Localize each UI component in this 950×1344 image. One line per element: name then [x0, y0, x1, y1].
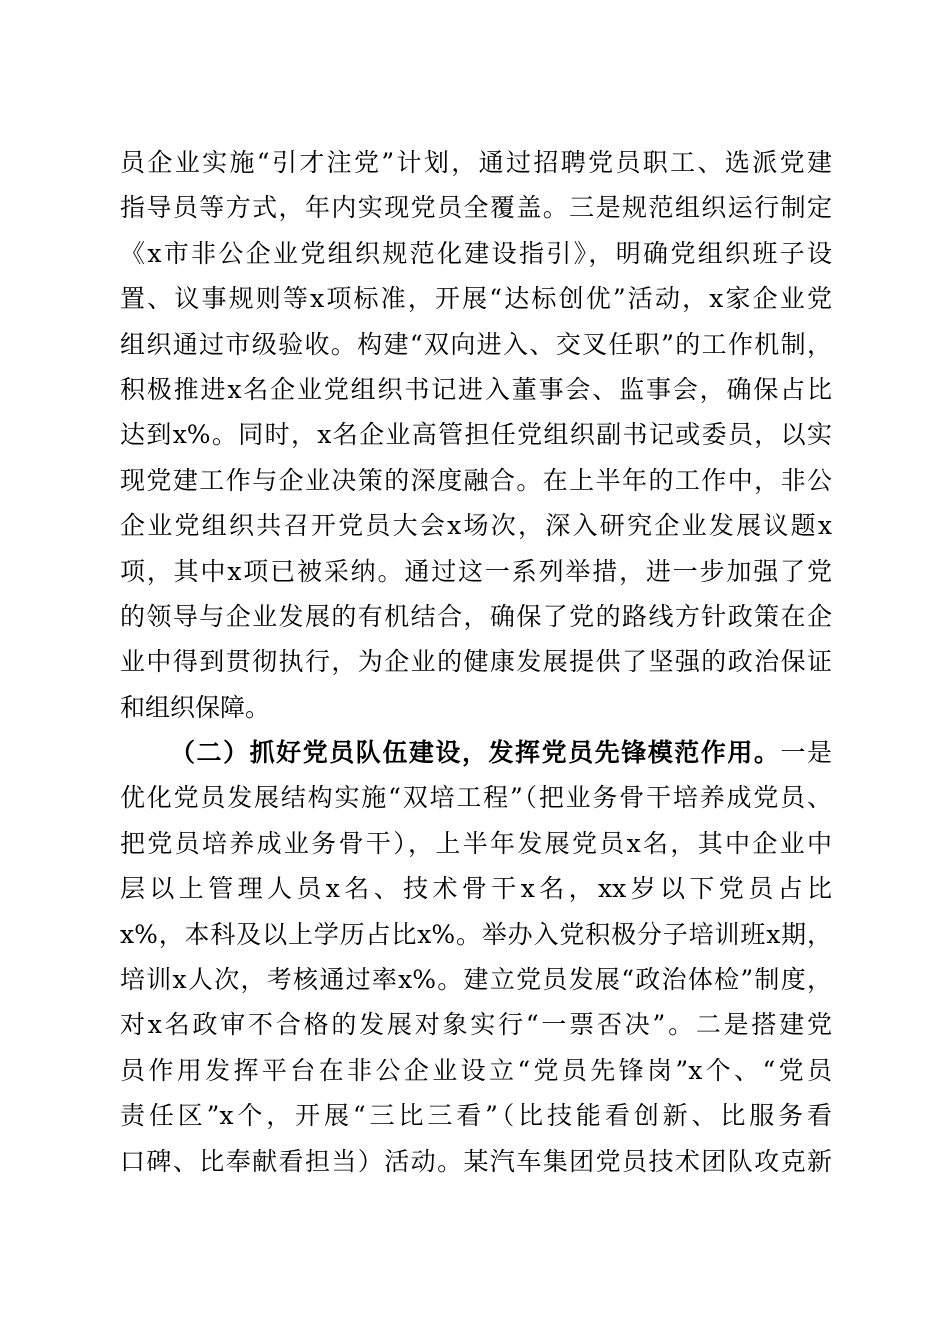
text-line: 组织通过市级验收。构建“双向进入、交叉任职”的工作机制， [120, 329, 832, 359]
text-line: x%，本科及以上学历占比x%。举办入党积极分子培训班x期， [120, 919, 832, 949]
text-line: 的领导与企业发展的有机结合，确保了党的路线方针政策在企 [120, 601, 832, 631]
text-line: 指导员等方式，年内实现党员全覆盖。三是规范组织运行制定 [120, 193, 832, 223]
text-line: 置、议事规则等x项标准，开展“达标创优”活动，x家企业党 [120, 284, 832, 314]
text-line: 把党员培养成业务骨干），上半年发展党员x名，其中企业中 [120, 828, 832, 858]
text-line: 业中得到贯彻执行，为企业的健康发展提供了坚强的政治保证 [120, 647, 832, 677]
text-line: 项，其中x项已被采纳。通过这一系列举措，进一步加强了党 [120, 556, 832, 586]
text-line: 现党建工作与企业决策的深度融合。在上半年的工作中，非公 [120, 465, 832, 495]
section-heading: （二）抓好党员队伍建设，发挥党员先锋模范作用。 [170, 738, 781, 768]
text-line: 《x市非公企业党组织规范化建设指引》，明确党组织班子设 [120, 238, 832, 268]
section-heading-line [120, 730, 832, 775]
text-line: 员企业实施“引才注党”计划，通过招聘党员职工、选派党建 [120, 148, 832, 177]
text-line: 达到x%。同时，x名企业高管担任党组织副书记或委员，以实 [120, 420, 832, 450]
text-line: 优化党员发展结构实施“双培工程”（把业务骨干培养成党员、 [120, 783, 832, 813]
text-line: 层以上管理人员x名、技术骨干x名，xx岁以下党员占比 [120, 874, 832, 904]
body-text [120, 140, 832, 1184]
text-line: 企业党组织共召开党员大会x场次，深入研究企业发展议题x [120, 511, 832, 541]
text-line: 对x名政审不合格的发展对象实行“一票否决”。二是搭建党 [120, 1010, 832, 1040]
section-heading-rest: 一是 [780, 738, 832, 768]
text-line: 员作用发挥平台在非公企业设立“党员先锋岗”x个、“党员 [120, 1055, 832, 1085]
text-line: 口碑、比奉献看担当）活动。某汽车集团党员技术团队攻克新 [120, 1146, 832, 1176]
text-line: 和组织保障。 [120, 692, 271, 722]
text-line: 积极推进x名企业党组织书记进入董事会、监事会，确保占比 [120, 374, 832, 404]
text-line: 责任区”x个，开展“三比三看”（比技能看创新、比服务看 [120, 1101, 832, 1131]
text-line: 培训x人次，考核通过率x%。建立党员发展“政治体检”制度， [120, 965, 832, 995]
